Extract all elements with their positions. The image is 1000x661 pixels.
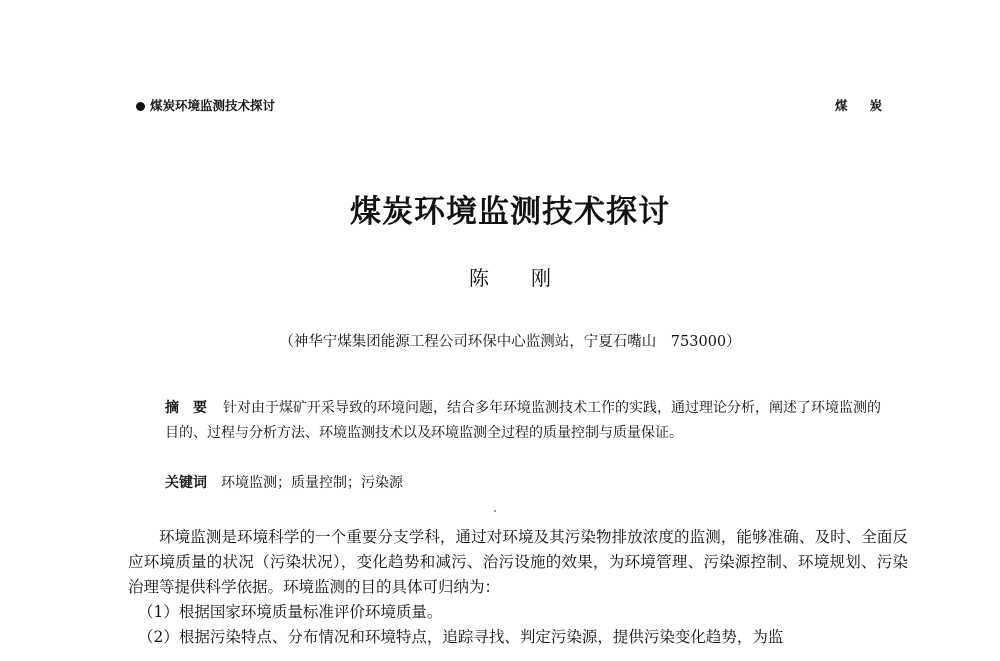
- running-title: 煤炭环境监测技术探讨: [150, 98, 276, 113]
- keywords: [165, 472, 885, 492]
- body-paragraph: 环境监测是环境科学的一个重要分支学科，通过对环境及其污染物排放浓度的监测，能够准确、及时、全面反应环境质量的状况（污染状况），变化趋势和减污、治污设施的效果，为环境管理、污染源控制、环境规划、污染治理等提供科学依据。环境监测的目的具体可归纳为：: [128, 528, 908, 596]
- list-item: （1）根据国家环境质量标准评价环境质量。: [138, 603, 443, 621]
- article-title: 煤炭环境监测技术探讨: [350, 194, 670, 230]
- author-name: 陈刚: [469, 266, 593, 290]
- keywords-label: 关键词: [165, 475, 207, 491]
- abstract-label: 摘要: [165, 400, 221, 416]
- bullet-icon: [136, 102, 145, 111]
- keywords-text: 环境监测；质量控制；污染源: [221, 475, 403, 491]
- running-header: [136, 96, 275, 114]
- author-affiliation: （神华宁煤集团能源工程公司环保中心监测站，宁夏石嘴山 753000）: [279, 334, 741, 350]
- abstract-text: 针对由于煤矿开采导致的环境问题，结合多年环境监测技术工作的实践，通过理论分析，阐述了环境监测的目的、过程与分析方法、环境监测技术以及环境监测全过程的质量控制与质量保证。: [165, 400, 881, 441]
- body-text: [128, 525, 908, 650]
- journal-name: 煤炭: [834, 98, 904, 113]
- scan-speck: [494, 510, 496, 512]
- list-item: （2）根据污染特点、分布情况和环境特点，追踪寻找、判定污染源，提供污染变化趋势，为监: [138, 628, 784, 646]
- abstract: [165, 396, 885, 445]
